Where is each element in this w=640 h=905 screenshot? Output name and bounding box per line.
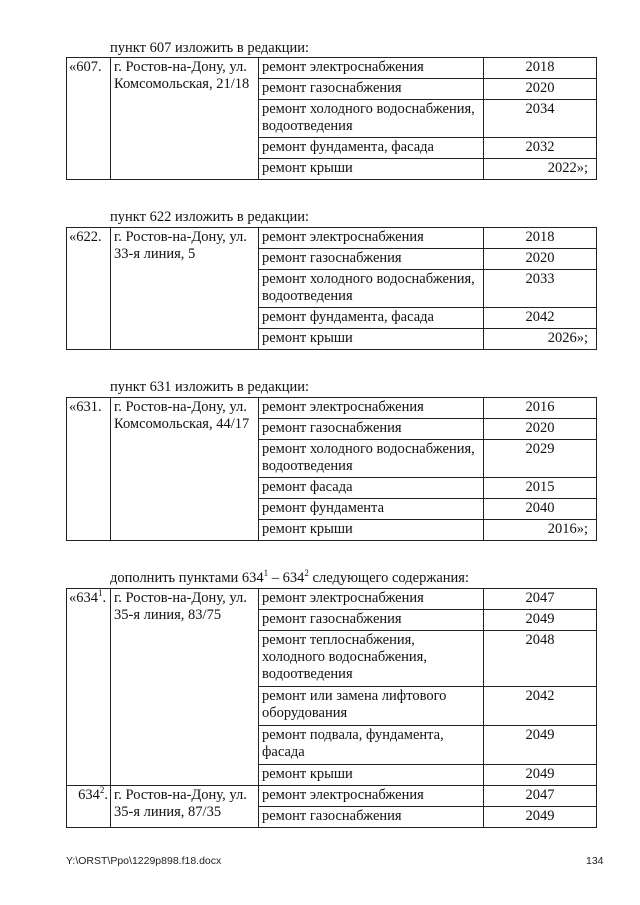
address-cell: г. Ростов-на-Дону, ул. Комсомольская, 21/18 <box>111 58 259 180</box>
work-type: ремонт крыши <box>259 520 484 541</box>
work-year: 2020 <box>484 249 597 270</box>
section-title: пункт 607 изложить в редакции: <box>110 40 310 56</box>
superscript: 1 <box>98 588 103 598</box>
work-year: 2047 <box>484 786 597 807</box>
page-number: 134 <box>586 855 604 867</box>
object-table <box>66 227 597 350</box>
work-year: 2049 <box>484 765 597 786</box>
item-number-text: 634 <box>78 787 100 803</box>
work-year: 2020 <box>484 79 597 100</box>
work-year: 2049 <box>484 726 597 765</box>
section-title-text: дополнить пунктами 634 <box>110 570 264 586</box>
file-path: Y:\ORST\Ppo\1229p898.f18.docx <box>66 855 222 867</box>
work-type: ремонт холодного водоснабжения, водоотведения <box>259 440 484 478</box>
work-type: ремонт электроснабжения <box>259 786 484 807</box>
section-title: пункт 631 изложить в редакции: <box>110 379 310 395</box>
work-type: ремонт фундамента <box>259 499 484 520</box>
work-type: ремонт или замена лифтового оборудования <box>259 687 484 726</box>
work-type: ремонт фундамента, фасада <box>259 308 484 329</box>
object-table <box>66 397 597 541</box>
work-type: ремонт холодного водоснабжения, водоотведения <box>259 100 484 138</box>
work-type: ремонт электроснабжения <box>259 58 484 79</box>
work-year: 2026»; <box>484 329 597 350</box>
work-year: 2042 <box>484 687 597 726</box>
item-number-text: «634 <box>69 590 98 606</box>
work-year: 2016»; <box>484 520 597 541</box>
work-year: 2020 <box>484 419 597 440</box>
work-type: ремонт электроснабжения <box>259 589 484 610</box>
item-number <box>67 786 111 828</box>
work-year: 2049 <box>484 807 597 828</box>
work-type: ремонт газоснабжения <box>259 79 484 100</box>
object-table <box>66 588 597 828</box>
item-number-text: . <box>102 590 107 606</box>
work-year: 2042 <box>484 308 597 329</box>
work-year: 2016 <box>484 398 597 419</box>
object-table <box>66 57 597 180</box>
section-title-text: – 634 <box>268 570 305 586</box>
work-type: ремонт электроснабжения <box>259 228 484 249</box>
item-number-text: . <box>104 787 108 803</box>
address-cell: г. Ростов-на-Дону, ул. 35-я линия, 83/75 <box>111 589 259 786</box>
work-year: 2040 <box>484 499 597 520</box>
work-year: 2022»; <box>484 159 597 180</box>
superscript: 2 <box>304 568 309 578</box>
work-year: 2047 <box>484 589 597 610</box>
work-year: 2018 <box>484 228 597 249</box>
work-type: ремонт крыши <box>259 159 484 180</box>
work-type: ремонт крыши <box>259 765 484 786</box>
work-year: 2015 <box>484 478 597 499</box>
work-year: 2049 <box>484 610 597 631</box>
work-year: 2032 <box>484 138 597 159</box>
work-type: ремонт крыши <box>259 329 484 350</box>
item-number: «622. <box>67 228 111 350</box>
section-title-text: следующего содержания: <box>308 570 469 586</box>
work-type: ремонт электроснабжения <box>259 398 484 419</box>
work-year: 2033 <box>484 270 597 308</box>
address-cell: г. Ростов-на-Дону, ул. 33-я линия, 5 <box>111 228 259 350</box>
work-year: 2029 <box>484 440 597 478</box>
work-year: 2018 <box>484 58 597 79</box>
work-type: ремонт подвала, фундамента, фасада <box>259 726 484 765</box>
item-number <box>67 589 111 786</box>
section-title: пункт 622 изложить в редакции: <box>110 209 310 225</box>
work-type: ремонт газоснабжения <box>259 610 484 631</box>
section-title <box>110 570 469 587</box>
work-year: 2048 <box>484 631 597 687</box>
work-type: ремонт газоснабжения <box>259 807 484 828</box>
work-type: ремонт холодного водоснабжения, водоотведения <box>259 270 484 308</box>
work-type: ремонт фундамента, фасада <box>259 138 484 159</box>
item-number: «607. <box>67 58 111 180</box>
address-cell: г. Ростов-на-Дону, ул. Комсомольская, 44/17 <box>111 398 259 541</box>
work-type: ремонт фасада <box>259 478 484 499</box>
superscript: 1 <box>263 568 269 578</box>
item-number: «631. <box>67 398 111 541</box>
address-cell: г. Ростов-на-Дону, ул. 35-я линия, 87/35 <box>111 786 259 828</box>
work-type: ремонт газоснабжения <box>259 419 484 440</box>
work-year: 2034 <box>484 100 597 138</box>
superscript: 2 <box>99 785 105 795</box>
work-type: ремонт теплоснабжения, холодного водоснабжения, водоотведения <box>259 631 484 687</box>
work-type: ремонт газоснабжения <box>259 249 484 270</box>
